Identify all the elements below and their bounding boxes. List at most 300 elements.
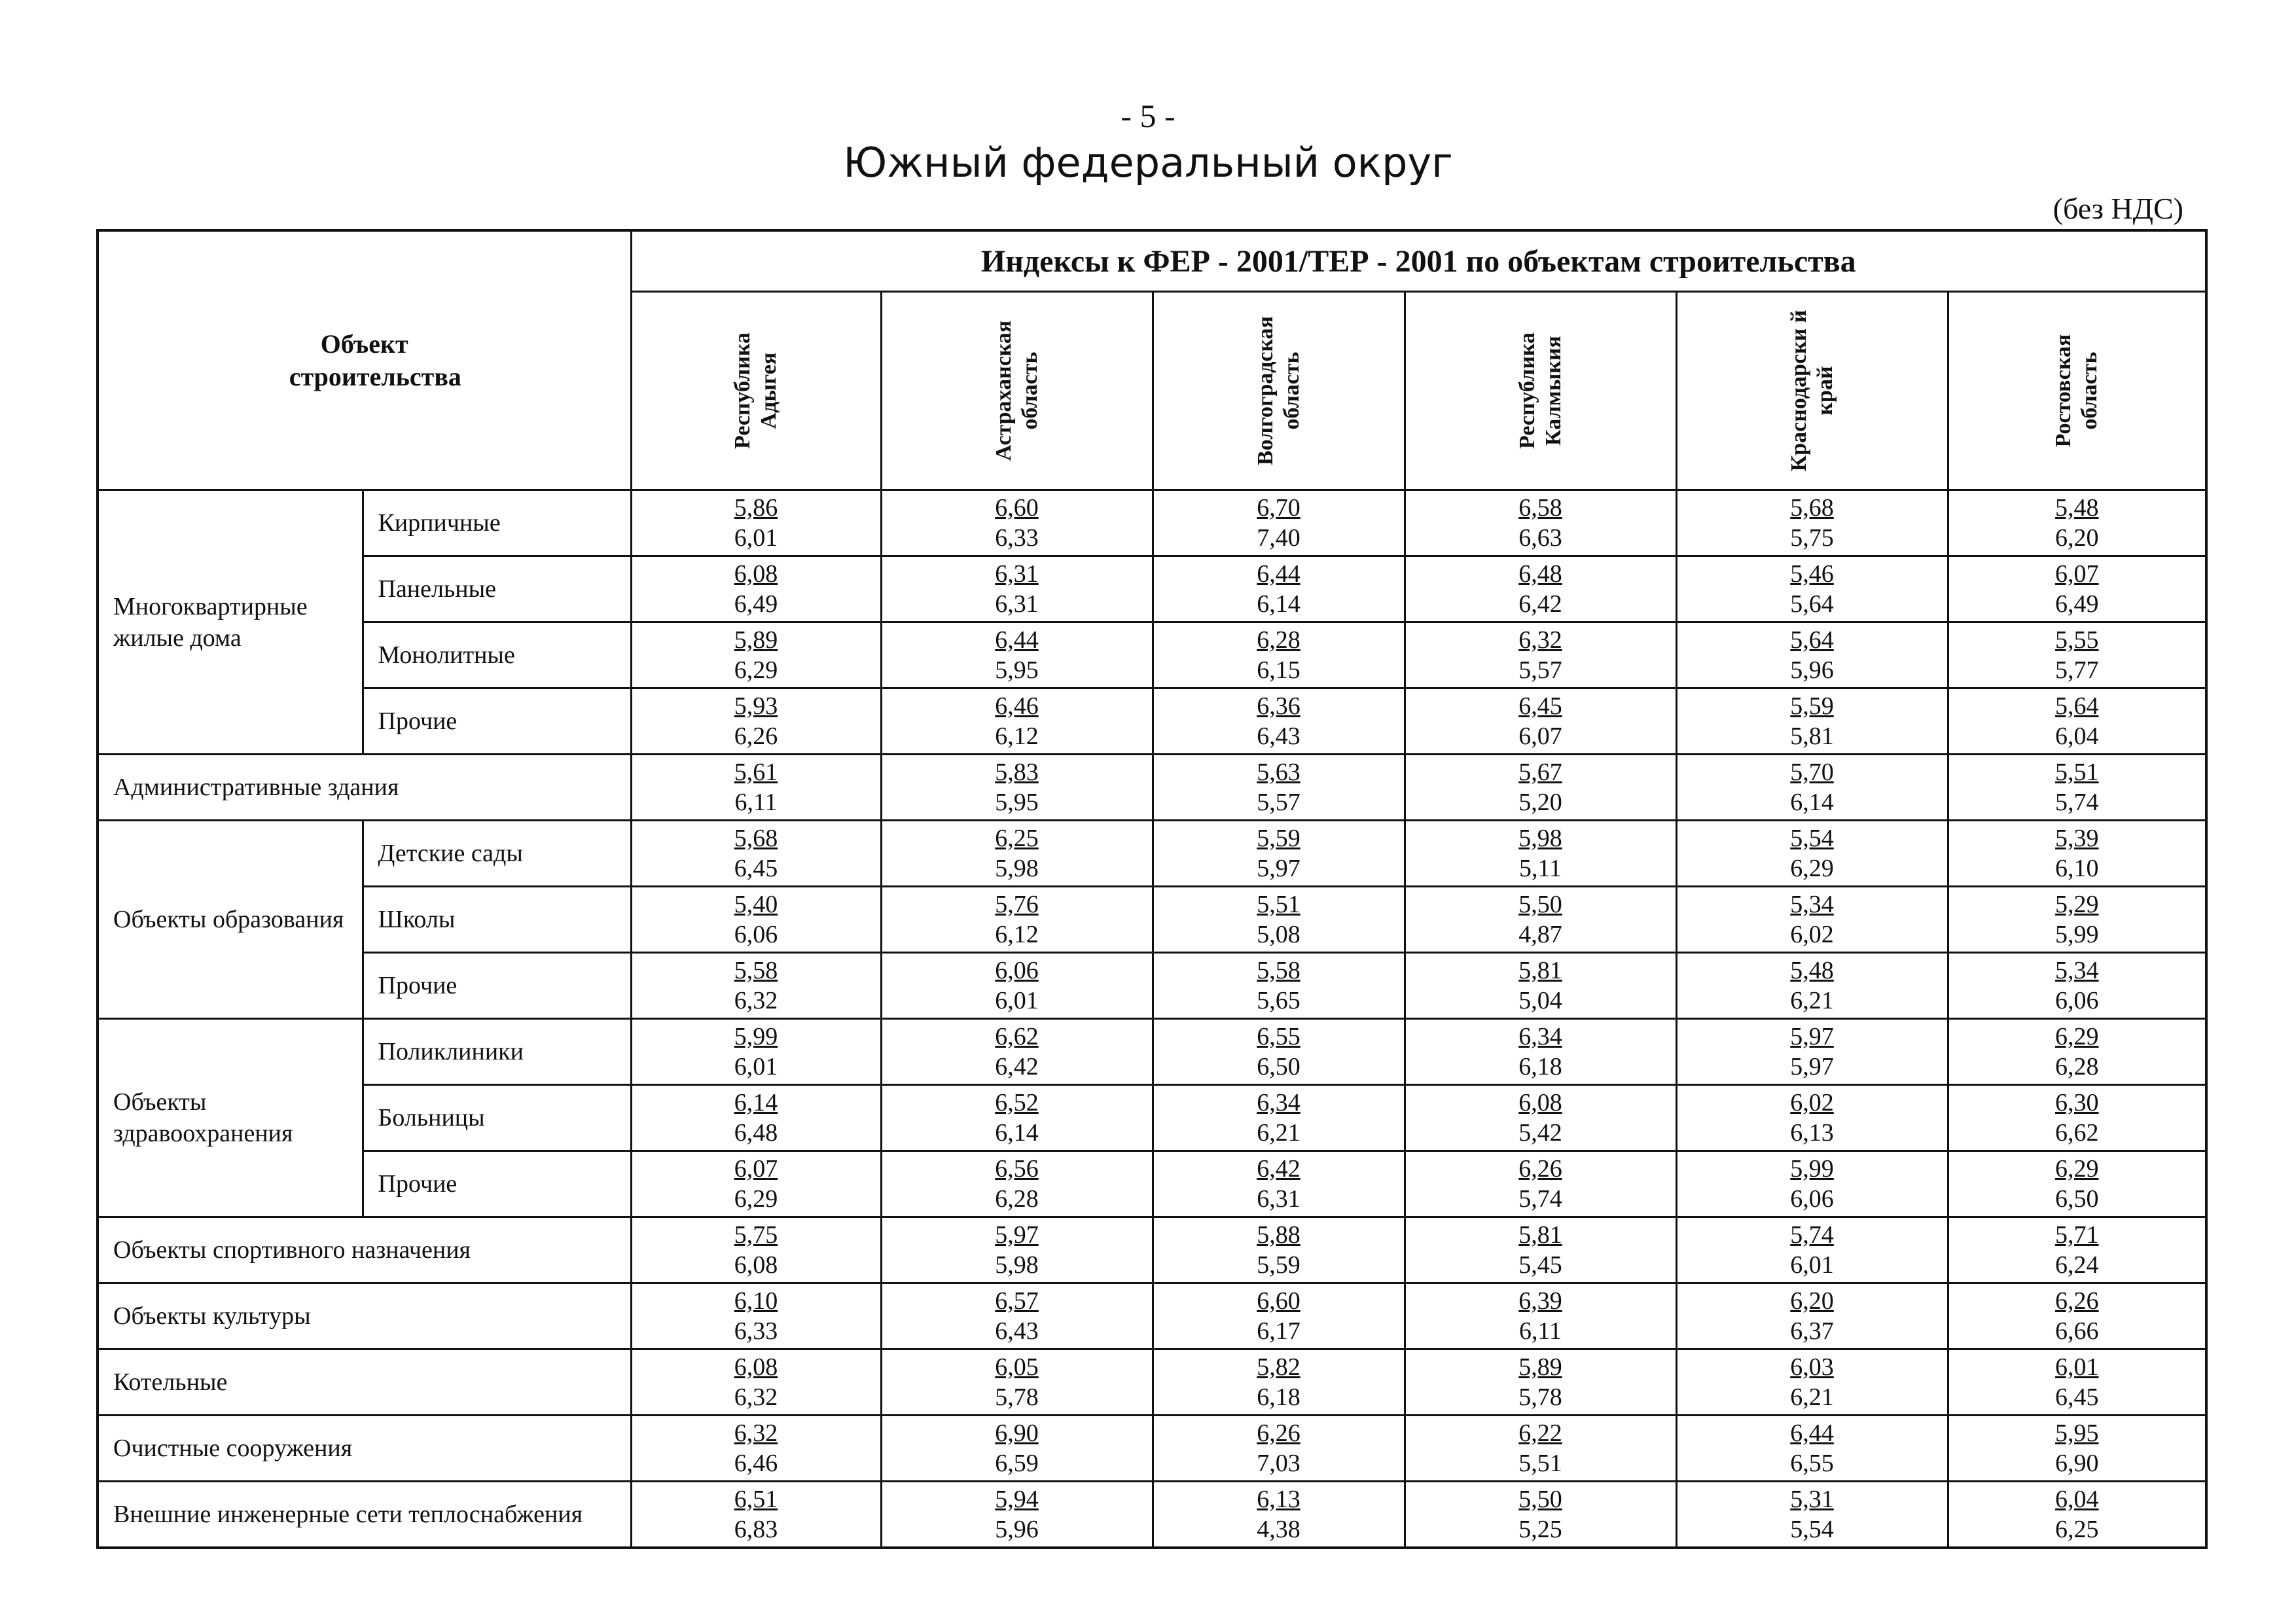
index-value-bottom: 4,87 xyxy=(1518,921,1562,948)
object-header xyxy=(98,230,631,490)
index-cell xyxy=(881,1217,1153,1283)
index-cell xyxy=(631,1482,881,1548)
index-value-bottom: 6,29 xyxy=(734,1185,778,1213)
index-value-top: 6,46 xyxy=(995,692,1039,720)
index-value-top: 6,36 xyxy=(1257,692,1300,720)
object-label: Административные здания xyxy=(98,755,631,821)
index-value-top: 5,51 xyxy=(2055,758,2099,786)
index-value-top: 5,50 xyxy=(1518,1486,1562,1513)
index-value-top: 6,08 xyxy=(1518,1089,1562,1116)
index-value-bottom: 6,18 xyxy=(1257,1383,1300,1411)
region-label: Краснодарски й край xyxy=(1786,310,1837,472)
index-value-top: 6,05 xyxy=(995,1353,1039,1381)
index-cell xyxy=(1153,1482,1405,1548)
index-cell xyxy=(881,1019,1153,1085)
index-value-top: 6,22 xyxy=(1518,1419,1562,1447)
index-cell xyxy=(1405,821,1676,887)
index-cell xyxy=(1948,1416,2206,1482)
index-value-top: 5,64 xyxy=(2055,692,2099,720)
index-cell xyxy=(631,490,881,556)
index-value-bottom: 5,81 xyxy=(1790,722,1834,750)
index-value-bottom: 6,12 xyxy=(995,722,1039,750)
index-value-top: 5,93 xyxy=(734,692,778,720)
index-value-top: 5,68 xyxy=(734,825,778,852)
index-value-top: 6,31 xyxy=(995,560,1039,588)
index-cell xyxy=(1676,622,1948,688)
index-value-top: 5,59 xyxy=(1790,692,1834,720)
index-value-bottom: 6,11 xyxy=(1518,1317,1562,1345)
index-value-bottom: 6,32 xyxy=(734,1383,778,1411)
index-value-bottom: 6,21 xyxy=(1790,1383,1834,1411)
index-value-top: 6,58 xyxy=(1518,494,1562,522)
region-header xyxy=(631,292,881,490)
index-cell xyxy=(1948,821,2206,887)
index-table xyxy=(96,229,2208,1549)
object-subtype-label: Поликлиники xyxy=(363,1019,631,1085)
index-value-bottom: 5,57 xyxy=(1257,789,1300,816)
index-value-bottom: 5,45 xyxy=(1518,1251,1562,1279)
index-value-top: 6,34 xyxy=(1518,1023,1562,1050)
index-value-bottom: 6,43 xyxy=(995,1317,1039,1345)
index-value-bottom: 5,77 xyxy=(2055,656,2099,684)
index-cell xyxy=(1405,688,1676,755)
index-value-top: 6,56 xyxy=(995,1155,1039,1183)
index-value-bottom: 6,37 xyxy=(1790,1317,1834,1345)
object-subtype-label: Кирпичные xyxy=(363,490,631,556)
index-value-top: 6,08 xyxy=(734,1353,778,1381)
table-row xyxy=(98,887,2206,953)
index-cell xyxy=(1676,821,1948,887)
object-subtype-label: Прочие xyxy=(363,688,631,755)
index-value-bottom: 6,06 xyxy=(734,921,778,948)
region-label: Ростовская область xyxy=(2051,334,2102,448)
index-value-bottom: 6,55 xyxy=(1790,1450,1834,1477)
index-value-bottom: 6,46 xyxy=(734,1450,778,1477)
index-cell xyxy=(631,1217,881,1283)
table-row xyxy=(98,755,2206,821)
index-value-top: 6,60 xyxy=(1257,1287,1300,1315)
index-value-top: 5,94 xyxy=(995,1486,1039,1513)
index-value-top: 5,82 xyxy=(1257,1353,1300,1381)
main-header: Индексы к ФЕР - 2001/ТЕР - 2001 по объектам строительства xyxy=(631,230,2206,292)
index-value-bottom: 6,83 xyxy=(734,1516,778,1543)
index-value-top: 6,10 xyxy=(734,1287,778,1315)
index-cell xyxy=(1405,953,1676,1019)
index-value-top: 5,61 xyxy=(734,758,778,786)
index-cell xyxy=(881,622,1153,688)
index-value-bottom: 5,54 xyxy=(1790,1516,1834,1543)
index-value-top: 5,86 xyxy=(734,494,778,522)
table-row xyxy=(98,953,2206,1019)
index-cell xyxy=(1948,953,2206,1019)
index-value-bottom: 6,49 xyxy=(2055,590,2099,618)
index-cell xyxy=(1405,1151,1676,1217)
index-cell xyxy=(881,1482,1153,1548)
index-cell xyxy=(1153,1416,1405,1482)
index-cell xyxy=(1948,1349,2206,1416)
index-cell xyxy=(1948,887,2206,953)
index-value-top: 5,75 xyxy=(734,1221,778,1249)
index-value-bottom: 7,03 xyxy=(1257,1450,1300,1477)
index-value-bottom: 5,96 xyxy=(995,1516,1039,1543)
index-value-bottom: 6,28 xyxy=(2055,1053,2099,1080)
table-row xyxy=(98,1085,2206,1151)
index-value-top: 5,46 xyxy=(1790,560,1834,588)
index-value-bottom: 5,98 xyxy=(995,855,1039,882)
index-cell xyxy=(1676,953,1948,1019)
index-value-top: 5,71 xyxy=(2055,1221,2099,1249)
object-group-label: Объекты здравоохранения xyxy=(98,1019,363,1217)
index-value-top: 6,44 xyxy=(995,626,1039,654)
index-cell xyxy=(631,1416,881,1482)
index-value-top: 6,70 xyxy=(1257,494,1300,522)
index-cell xyxy=(1676,1217,1948,1283)
index-value-top: 5,48 xyxy=(2055,494,2099,522)
index-value-top: 6,44 xyxy=(1257,560,1300,588)
index-value-bottom: 6,01 xyxy=(1790,1251,1834,1279)
index-value-bottom: 6,14 xyxy=(995,1119,1039,1147)
index-value-top: 5,67 xyxy=(1518,758,1562,786)
index-value-top: 6,44 xyxy=(1790,1419,1834,1447)
index-cell xyxy=(881,1085,1153,1151)
index-value-bottom: 5,42 xyxy=(1518,1119,1562,1147)
index-value-bottom: 6,24 xyxy=(2055,1251,2099,1279)
index-value-top: 6,42 xyxy=(1257,1155,1300,1183)
index-value-bottom: 5,97 xyxy=(1257,855,1300,882)
index-value-bottom: 6,42 xyxy=(1518,590,1562,618)
table-row xyxy=(98,1283,2206,1349)
object-label: Объекты культуры xyxy=(98,1283,631,1349)
region-header xyxy=(1153,292,1405,490)
index-value-bottom: 6,06 xyxy=(1790,1185,1834,1213)
index-value-top: 5,40 xyxy=(734,891,778,918)
index-value-bottom: 6,31 xyxy=(995,590,1039,618)
index-value-top: 6,52 xyxy=(995,1089,1039,1116)
index-value-bottom: 6,28 xyxy=(995,1185,1039,1213)
vat-note: (без НДС) xyxy=(2053,192,2183,225)
index-value-bottom: 6,20 xyxy=(2055,524,2099,552)
index-value-bottom: 5,64 xyxy=(1790,590,1834,618)
index-cell xyxy=(1948,755,2206,821)
index-cell xyxy=(1676,1151,1948,1217)
index-value-bottom: 6,63 xyxy=(1518,524,1562,552)
index-value-top: 6,55 xyxy=(1257,1023,1300,1050)
index-value-top: 6,32 xyxy=(1518,626,1562,654)
index-value-bottom: 5,25 xyxy=(1518,1516,1562,1543)
index-cell xyxy=(1153,1283,1405,1349)
index-cell xyxy=(1405,887,1676,953)
index-value-top: 6,34 xyxy=(1257,1089,1300,1116)
index-cell xyxy=(881,1283,1153,1349)
index-value-bottom: 5,97 xyxy=(1790,1053,1834,1080)
index-value-bottom: 5,78 xyxy=(995,1383,1039,1411)
index-cell xyxy=(1153,1085,1405,1151)
index-value-top: 6,60 xyxy=(995,494,1039,522)
index-value-top: 6,08 xyxy=(734,560,778,588)
index-cell xyxy=(1405,1019,1676,1085)
index-value-top: 5,89 xyxy=(734,626,778,654)
index-value-top: 5,48 xyxy=(1790,957,1834,984)
object-subtype-label: Школы xyxy=(363,887,631,953)
index-value-bottom: 6,25 xyxy=(2055,1516,2099,1543)
index-cell xyxy=(1948,556,2206,622)
index-cell xyxy=(1405,1085,1676,1151)
index-cell xyxy=(881,953,1153,1019)
index-value-top: 5,51 xyxy=(1257,891,1300,918)
index-value-bottom: 6,62 xyxy=(2055,1119,2099,1147)
index-cell xyxy=(881,821,1153,887)
index-value-top: 5,39 xyxy=(2055,825,2099,852)
index-value-bottom: 5,74 xyxy=(2055,789,2099,816)
index-value-bottom: 6,14 xyxy=(1257,590,1300,618)
index-cell xyxy=(1153,490,1405,556)
index-value-bottom: 5,75 xyxy=(1790,524,1834,552)
index-value-top: 5,55 xyxy=(2055,626,2099,654)
index-value-top: 6,20 xyxy=(1790,1287,1834,1315)
index-cell xyxy=(1405,1217,1676,1283)
index-value-top: 5,29 xyxy=(2055,891,2099,918)
index-value-top: 6,25 xyxy=(995,825,1039,852)
table-row xyxy=(98,490,2206,556)
index-value-top: 6,07 xyxy=(2055,560,2099,588)
index-value-top: 5,63 xyxy=(1257,758,1300,786)
index-value-top: 6,28 xyxy=(1257,626,1300,654)
index-cell xyxy=(1405,490,1676,556)
index-value-bottom: 6,21 xyxy=(1257,1119,1300,1147)
object-header-label: Объект строительства xyxy=(289,329,461,391)
index-cell xyxy=(1676,887,1948,953)
index-cell xyxy=(631,821,881,887)
index-value-bottom: 6,14 xyxy=(1790,789,1834,816)
index-cell xyxy=(1153,688,1405,755)
index-value-bottom: 6,33 xyxy=(995,524,1039,552)
index-value-bottom: 6,42 xyxy=(995,1053,1039,1080)
index-value-bottom: 6,48 xyxy=(734,1119,778,1147)
index-value-bottom: 6,08 xyxy=(734,1251,778,1279)
index-value-top: 6,26 xyxy=(2055,1287,2099,1315)
index-value-top: 6,26 xyxy=(1518,1155,1562,1183)
index-value-top: 6,62 xyxy=(995,1023,1039,1050)
index-value-top: 6,26 xyxy=(1257,1419,1300,1447)
index-cell xyxy=(1405,1482,1676,1548)
object-subtype-label: Прочие xyxy=(363,1151,631,1217)
index-cell xyxy=(631,953,881,1019)
index-value-top: 5,76 xyxy=(995,891,1039,918)
region-label: Республика Калмыкия xyxy=(1515,332,1566,449)
index-value-top: 5,83 xyxy=(995,758,1039,786)
index-value-bottom: 6,29 xyxy=(1790,855,1834,882)
index-value-bottom: 6,50 xyxy=(1257,1053,1300,1080)
page-title: Южный федеральный округ xyxy=(843,139,1453,187)
table-row xyxy=(98,556,2206,622)
table-row xyxy=(98,1217,2206,1283)
region-header xyxy=(1676,292,1948,490)
index-value-top: 5,81 xyxy=(1518,957,1562,984)
object-subtype-label: Монолитные xyxy=(363,622,631,688)
index-value-bottom: 6,06 xyxy=(2055,987,2099,1014)
index-cell xyxy=(1405,755,1676,821)
index-value-bottom: 6,50 xyxy=(2055,1185,2099,1213)
index-value-top: 5,99 xyxy=(1790,1155,1834,1183)
index-value-bottom: 6,17 xyxy=(1257,1317,1300,1345)
index-cell xyxy=(1948,1019,2206,1085)
index-value-bottom: 7,40 xyxy=(1257,524,1300,552)
object-group-label: Многоквартирные жилые дома xyxy=(98,490,363,755)
index-cell xyxy=(631,887,881,953)
index-cell xyxy=(1948,490,2206,556)
index-value-bottom: 5,11 xyxy=(1518,855,1562,882)
index-value-top: 6,13 xyxy=(1257,1486,1300,1513)
index-value-top: 6,29 xyxy=(2055,1023,2099,1050)
index-value-top: 5,97 xyxy=(995,1221,1039,1249)
index-cell xyxy=(1948,622,2206,688)
index-cell xyxy=(881,1349,1153,1416)
index-value-bottom: 5,04 xyxy=(1518,987,1562,1014)
index-value-top: 6,39 xyxy=(1518,1287,1562,1315)
index-cell xyxy=(1676,1019,1948,1085)
index-cell xyxy=(1948,1283,2206,1349)
index-cell xyxy=(631,1085,881,1151)
index-value-bottom: 6,49 xyxy=(734,590,778,618)
index-value-bottom: 5,98 xyxy=(995,1251,1039,1279)
index-cell xyxy=(1153,1349,1405,1416)
index-value-top: 5,34 xyxy=(1790,891,1834,918)
table-row xyxy=(98,688,2206,755)
index-value-bottom: 4,38 xyxy=(1257,1516,1300,1543)
page-number: - 5 - xyxy=(1121,98,1175,134)
index-value-bottom: 6,15 xyxy=(1257,656,1300,684)
index-cell xyxy=(1676,1283,1948,1349)
index-value-top: 6,30 xyxy=(2055,1089,2099,1116)
region-label: Астраханская область xyxy=(991,320,1042,461)
index-value-bottom: 6,43 xyxy=(1257,722,1300,750)
index-value-top: 5,95 xyxy=(2055,1419,2099,1447)
table-row xyxy=(98,1482,2206,1548)
index-value-top: 6,90 xyxy=(995,1419,1039,1447)
index-value-top: 6,14 xyxy=(734,1089,778,1116)
index-cell xyxy=(631,1151,881,1217)
index-cell xyxy=(1405,1349,1676,1416)
index-cell xyxy=(881,1416,1153,1482)
index-value-top: 6,02 xyxy=(1790,1089,1834,1116)
index-value-bottom: 6,11 xyxy=(734,789,778,816)
index-value-top: 5,58 xyxy=(1257,957,1300,984)
index-value-top: 6,45 xyxy=(1518,692,1562,720)
index-value-bottom: 6,29 xyxy=(734,656,778,684)
table-row xyxy=(98,1019,2206,1085)
region-label: Волгоградская область xyxy=(1253,316,1304,466)
index-value-bottom: 5,78 xyxy=(1518,1383,1562,1411)
index-cell xyxy=(631,755,881,821)
object-subtype-label: Детские сады xyxy=(363,821,631,887)
object-subtype-label: Прочие xyxy=(363,953,631,1019)
region-label: Республика Адыгея xyxy=(730,332,781,449)
index-cell xyxy=(1153,887,1405,953)
index-cell xyxy=(1676,1416,1948,1482)
table-row xyxy=(98,1416,2206,1482)
index-cell xyxy=(1948,1151,2206,1217)
index-value-top: 6,32 xyxy=(734,1419,778,1447)
index-cell xyxy=(1676,1085,1948,1151)
index-cell xyxy=(1948,688,2206,755)
index-cell xyxy=(1676,490,1948,556)
index-value-bottom: 6,33 xyxy=(734,1317,778,1345)
index-cell xyxy=(1676,556,1948,622)
index-cell xyxy=(1948,1482,2206,1548)
region-header xyxy=(1948,292,2206,490)
index-cell xyxy=(1153,622,1405,688)
index-value-top: 5,54 xyxy=(1790,825,1834,852)
index-cell xyxy=(1405,622,1676,688)
object-label: Объекты спортивного назначения xyxy=(98,1217,631,1283)
index-cell xyxy=(881,755,1153,821)
index-cell xyxy=(1676,1349,1948,1416)
index-cell xyxy=(881,490,1153,556)
table-row xyxy=(98,821,2206,887)
index-cell xyxy=(631,1349,881,1416)
index-value-top: 6,01 xyxy=(2055,1353,2099,1381)
index-value-bottom: 6,10 xyxy=(2055,855,2099,882)
index-value-bottom: 6,18 xyxy=(1518,1053,1562,1080)
index-cell xyxy=(631,688,881,755)
index-value-bottom: 5,51 xyxy=(1518,1450,1562,1477)
region-header xyxy=(1405,292,1676,490)
object-subtype-label: Больницы xyxy=(363,1085,631,1151)
table-row xyxy=(98,622,2206,688)
index-value-bottom: 6,04 xyxy=(2055,722,2099,750)
index-value-top: 5,50 xyxy=(1518,891,1562,918)
index-value-bottom: 6,45 xyxy=(734,855,778,882)
table-body xyxy=(98,490,2206,1548)
index-value-bottom: 5,96 xyxy=(1790,656,1834,684)
index-value-bottom: 6,26 xyxy=(734,722,778,750)
index-value-top: 5,97 xyxy=(1790,1023,1834,1050)
index-cell xyxy=(881,556,1153,622)
index-value-top: 5,59 xyxy=(1257,825,1300,852)
index-cell xyxy=(1405,1283,1676,1349)
index-value-top: 6,03 xyxy=(1790,1353,1834,1381)
index-value-bottom: 6,02 xyxy=(1790,921,1834,948)
index-value-top: 5,70 xyxy=(1790,758,1834,786)
index-value-top: 6,51 xyxy=(734,1486,778,1513)
index-value-bottom: 6,59 xyxy=(995,1450,1039,1477)
index-value-top: 5,99 xyxy=(734,1023,778,1050)
index-value-top: 5,64 xyxy=(1790,626,1834,654)
index-value-top: 5,81 xyxy=(1518,1221,1562,1249)
index-value-top: 5,68 xyxy=(1790,494,1834,522)
index-value-bottom: 5,74 xyxy=(1518,1185,1562,1213)
index-value-bottom: 5,08 xyxy=(1257,921,1300,948)
index-cell xyxy=(1405,556,1676,622)
table-row xyxy=(98,1151,2206,1217)
index-cell xyxy=(1676,688,1948,755)
index-value-top: 5,31 xyxy=(1790,1486,1834,1513)
index-cell xyxy=(881,688,1153,755)
index-value-bottom: 6,01 xyxy=(734,1053,778,1080)
index-value-bottom: 6,21 xyxy=(1790,987,1834,1014)
index-value-bottom: 6,07 xyxy=(1518,722,1562,750)
index-cell xyxy=(631,556,881,622)
index-value-bottom: 5,95 xyxy=(995,789,1039,816)
index-value-top: 6,07 xyxy=(734,1155,778,1183)
index-value-top: 6,57 xyxy=(995,1287,1039,1315)
object-label: Внешние инженерные сети теплоснабжения xyxy=(98,1482,631,1548)
index-value-top: 5,98 xyxy=(1518,825,1562,852)
index-value-top: 5,88 xyxy=(1257,1221,1300,1249)
index-value-bottom: 5,99 xyxy=(2055,921,2099,948)
index-cell xyxy=(1153,953,1405,1019)
index-value-top: 5,89 xyxy=(1518,1353,1562,1381)
